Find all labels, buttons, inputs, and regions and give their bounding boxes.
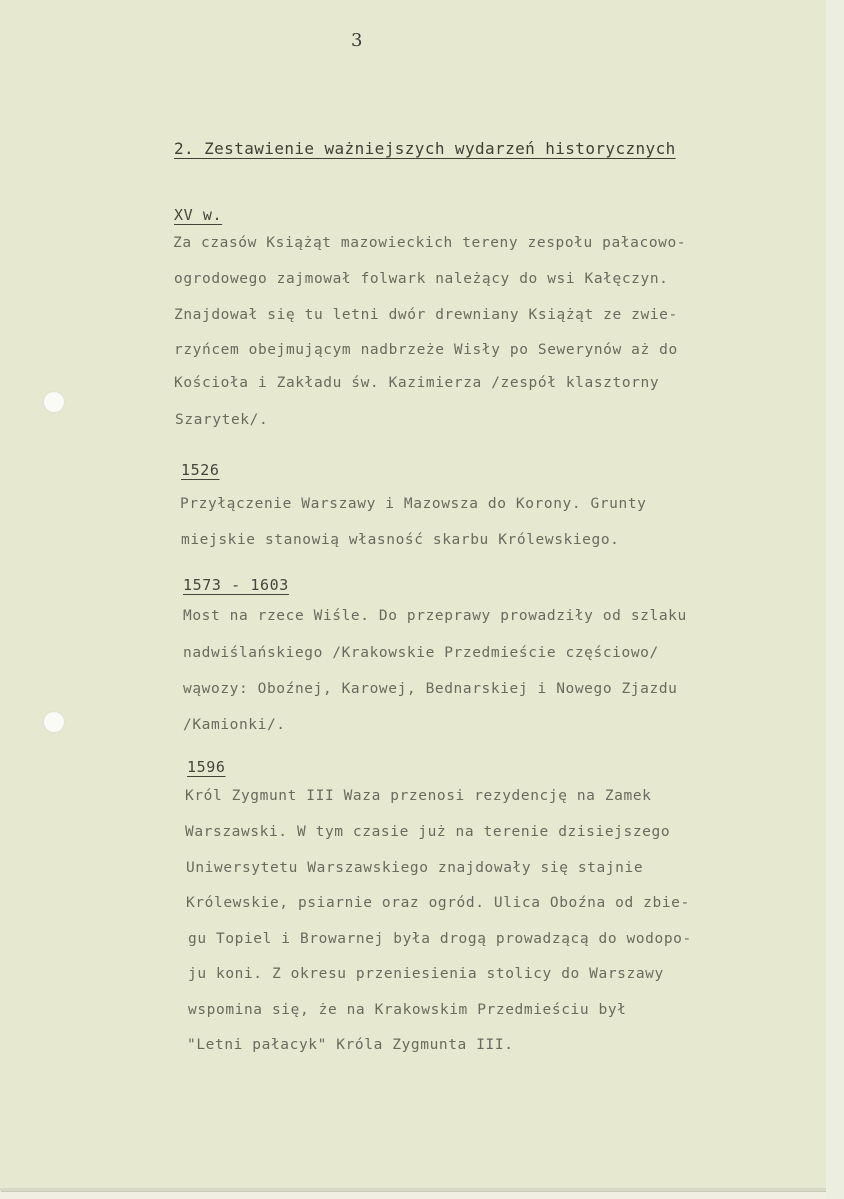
- section-line: Król Zygmunt III Waza przenosi rezydencję na Zamek: [185, 788, 652, 804]
- section-line: wspomina się, że na Krakowskim Przedmieściu był: [188, 1002, 627, 1018]
- document-title: 2. Zestawienie ważniejszych wydarzeń historycznych: [174, 139, 676, 158]
- section-line: rzyńcem obejmującym nadbrzeże Wisły po Sewerynów aż do: [174, 342, 678, 358]
- section-line: gu Topiel i Browarnej była drogą prowadzącą do wodopo-: [188, 931, 692, 947]
- section-line: Szarytek/.: [175, 412, 269, 428]
- section-line: Królewskie, psiarnie oraz ogród. Ulica Oboźna od zbie-: [186, 895, 690, 911]
- punch-hole-bottom: [44, 712, 64, 732]
- section-line: wąwozy: Oboźnej, Karowej, Bednarskiej i Nowego Zjazdu: [183, 681, 678, 697]
- scan-margin: [826, 0, 844, 1199]
- page-number: 3: [351, 30, 363, 51]
- section-line: Most na rzece Wiśle. Do przeprawy prowadziły od szlaku: [183, 608, 687, 624]
- section-date: 1596: [187, 758, 226, 776]
- section-line: /Kamionki/.: [183, 717, 286, 733]
- section-line: Warszawski. W tym czasie już na terenie dzisiejszego: [185, 824, 671, 840]
- section-line: miejskie stanowią własność skarbu Królewskiego.: [181, 532, 620, 548]
- section-line: Za czasów Książąt mazowieckich tereny zespołu pałacowo-: [173, 235, 687, 251]
- section-line: Znajdował się tu letni dwór drewniany Książąt ze zwie-: [174, 307, 678, 323]
- section-line: ogrodowego zajmował folwark należący do wsi Kałęczyn.: [174, 271, 669, 287]
- section-line: ju koni. Z okresu przeniesienia stolicy do Warszawy: [188, 966, 664, 982]
- section-line: Przyłączenie Warszawy i Mazowsza do Korony. Grunty: [180, 496, 647, 512]
- section-line: "Letni pałacyk" Króla Zygmunta III.: [187, 1037, 514, 1053]
- section-date: 1526: [181, 461, 220, 479]
- section-date: XV w.: [174, 206, 223, 224]
- section-line: Kościoła i Zakładu św. Kazimierza /zespół klasztorny: [174, 375, 660, 391]
- section-line: Uniwersytetu Warszawskiego znajdowały się stajnie: [186, 860, 644, 876]
- section-line: nadwiślańskiego /Krakowskie Przedmieście częściowo/: [183, 645, 659, 661]
- section-date: 1573 - 1603: [183, 576, 289, 594]
- punch-hole-top: [44, 392, 64, 412]
